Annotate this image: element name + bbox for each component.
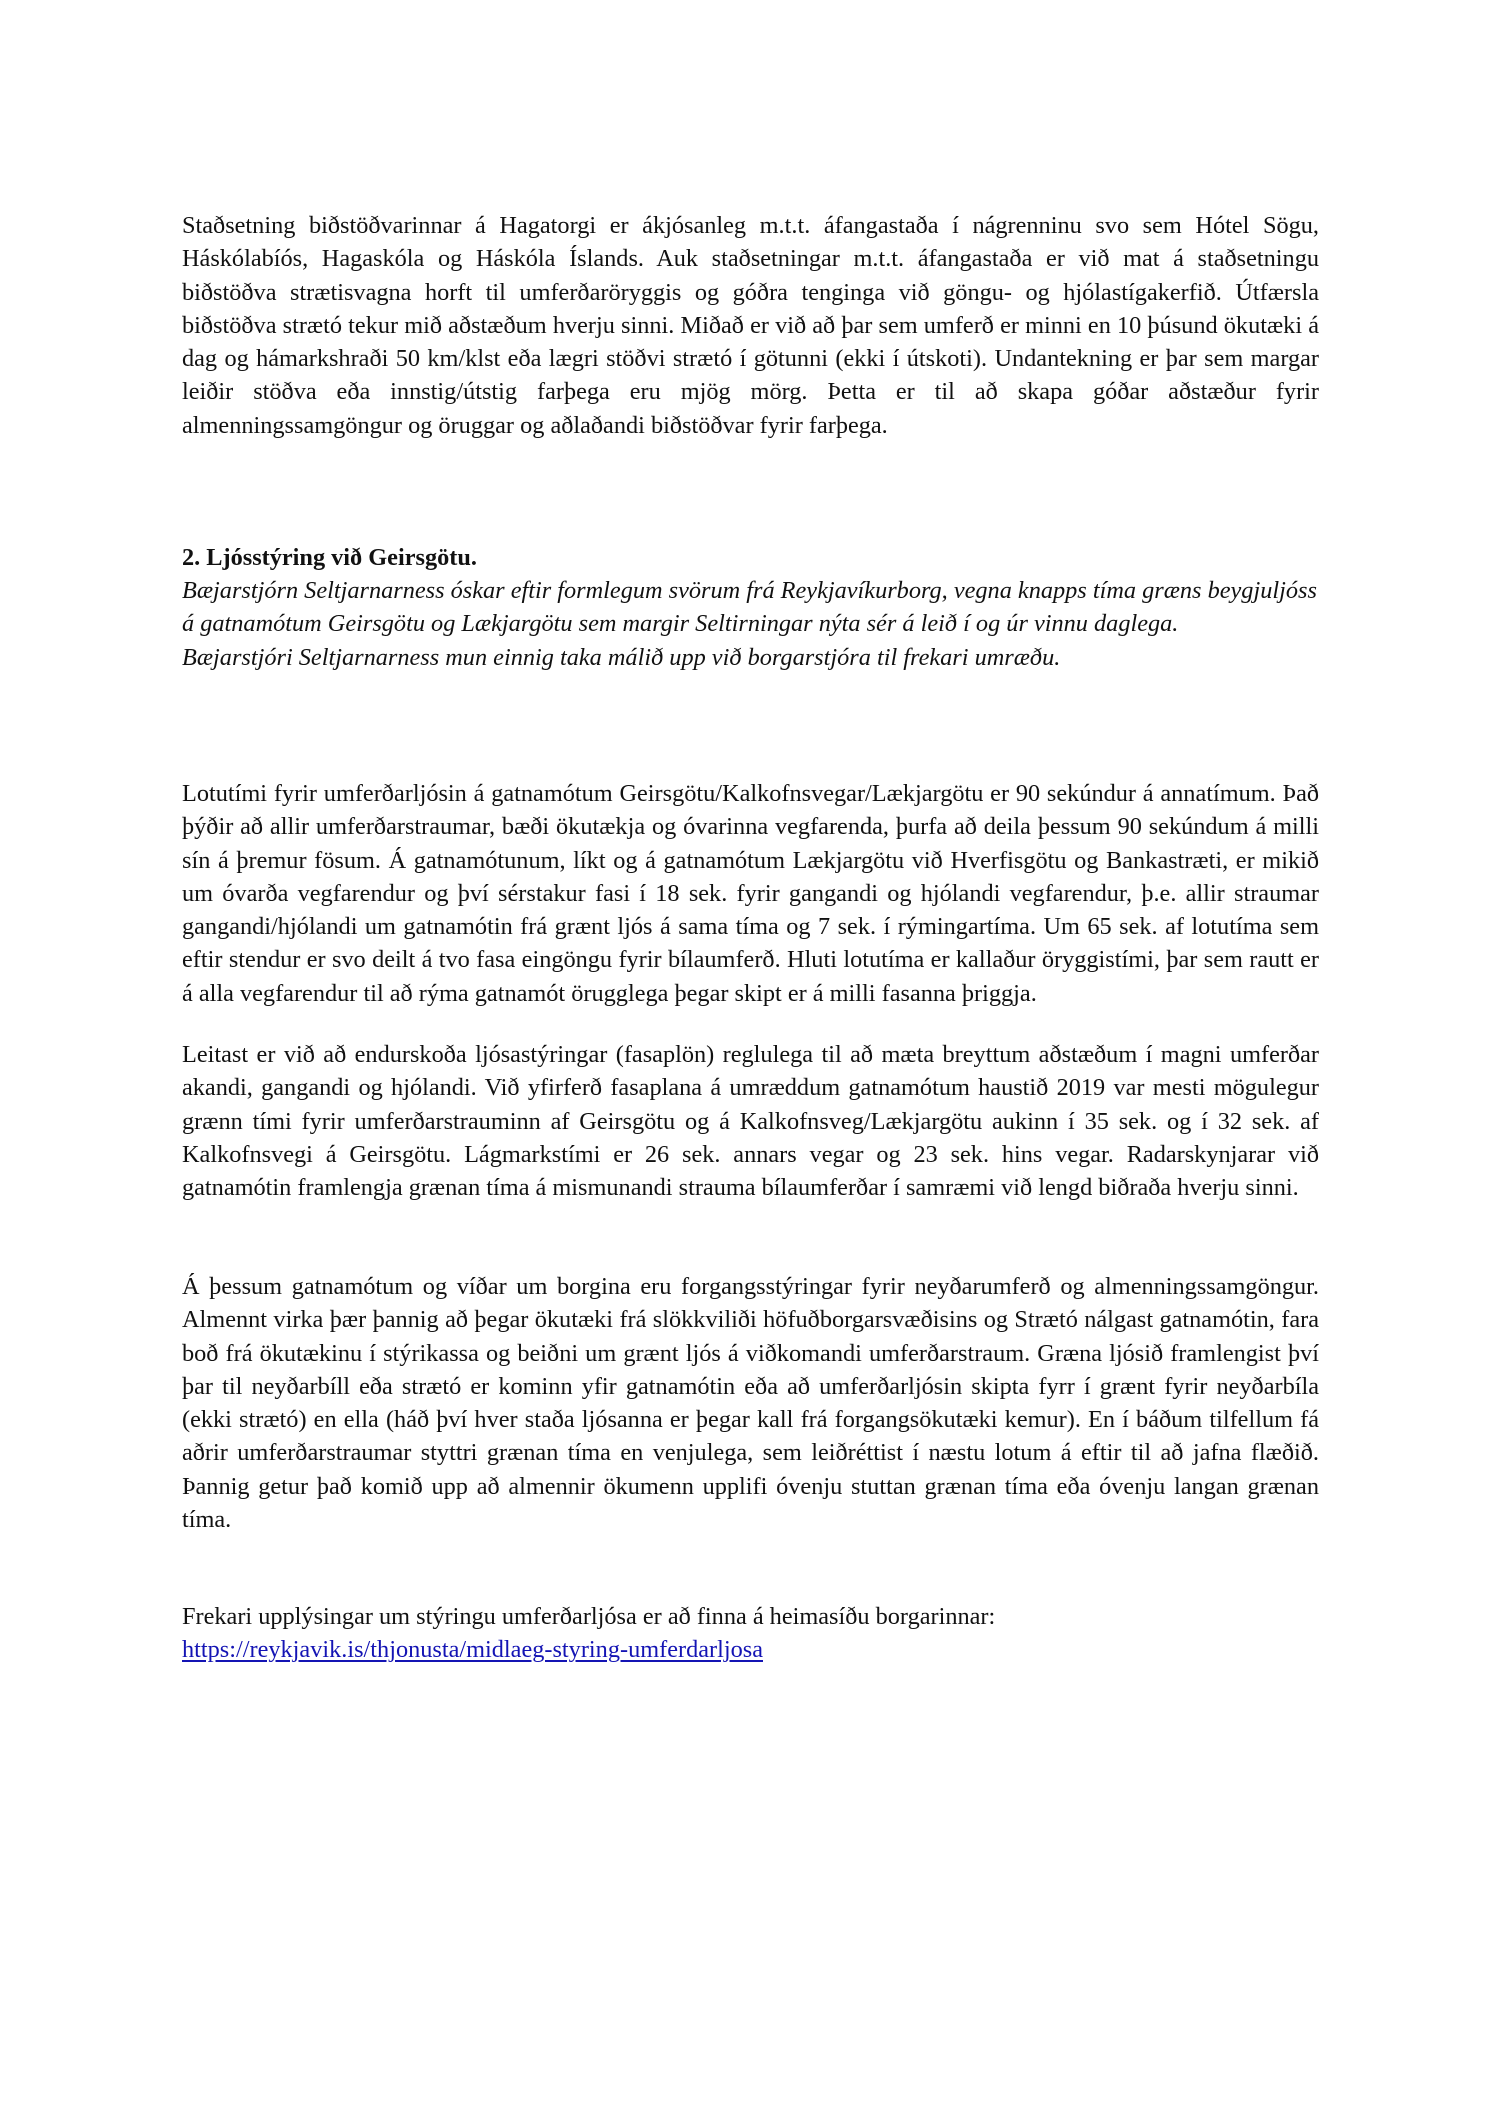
section-heading: 2. Ljósstýring við Geirsgötu. [182,544,477,571]
request-text [182,574,1319,674]
request-line: Bæjarstjóri Seltjarnarness mun einnig taka málið upp við borgarstjóra til frekari umræðu. [182,643,1061,671]
request-line: Bæjarstjórn Seltjarnarness óskar eftir formlegum svörum frá Reykjavíkurborg, vegna knapps tíma græns beygjuljóss á gatnamótum Geirsgötu og Lækjargötu sem margir Seltirningar nýta sér á leið í og úr vinnu daglega. [182,577,1317,638]
body-paragraph-priority-control: Á þessum gatnamótum og víðar um borgina eru forgangsstýringar fyrir neyðarumferð og almenningssamgöngur. Almennt virka þær þannig að þegar ökutæki frá slökkviliði höfuðborgarsvæðisins og Strætó nálgast gatnamótin, fara boð frá ökutækinu í stýrikassa og beiðni um grænt ljós á viðkomandi umferðarstraum. Græna ljósið framlengist því þar til neyðarbíll eða strætó er kominn yfir gatnamótin eða að umferðarljósin skipta fyrr í grænt fyrir neyðarbíla (ekki strætó) en ella (háð því hver staða ljósanna er þegar kall frá forgangsökutæki kemur). En í báðum tilfellum fá aðrir umferðarstraumar styttri grænan tíma en venjulega, sem leiðréttist í næstu lotum á eftir til að jafna flæðið. Þannig getur það komið upp að almennir ökumenn upplifi óvenju stuttan grænan tíma eða óvenju langan grænan tíma. [182,1273,1319,1534]
body-paragraph-phase-plans: Leitast er við að endurskoða ljósastýringar (fasaplön) reglulega til að mæta breyttum aðstæðum í magni umferðar akandi, gangandi og hjólandi. Við yfirferð fasaplana á umræddum gatnamótum haustið 2019 var mesti mögulegur grænn tími fyrir umferðarstrauminn af Geirsgötu og á Kalkofnsveg/Lækjargötu aukinn í 35 sek. og í 32 sek. af Kalkofnsvegi á Geirsgötu. Lágmarkstími er 26 sek. annars vegar og 23 sek. hins vegar. Radarskynjarar við gatnamótin framlengja grænan tíma á mismunandi strauma bílaumferðar í samræmi við lengd biðraða hverju sinni. [182,1041,1319,1202]
more-info-text: Frekari upplýsingar um stýringu umferðarljósa er að finna á heimasíðu borgarinnar: [182,1603,996,1630]
intro-paragraph: Staðsetning biðstöðvarinnar á Hagatorgi er ákjósanleg m.t.t. áfangastaða í nágrenninu svo sem Hótel Sögu, Háskólabíós, Hagaskóla og Háskóla Íslands. Auk staðsetningar m.t.t. áfangastaða er við mat á staðsetningu biðstöðva strætisvagna horft til umferðaröryggis og góðra tenginga við göngu- og hjólastígakerfið. Útfærsla biðstöðva strætó tekur mið aðstæðum hverju sinni. Miðað er við að þar sem umferð er minni en 10 þúsund ökutæki á dag og hámarkshraði 50 km/klst eða lægri stöðvi strætó í götunni (ekki í útskoti). Undantekning er þar sem margar leiðir stöðva eða innstig/útstig farþega eru mjög mörg. Þetta er til að skapa góðar aðstæður fyrir almenningssamgöngur og öruggar og aðlaðandi biðstöðvar fyrir farþega. [182,212,1319,439]
body-paragraph-cycle-time: Lotutími fyrir umferðarljósin á gatnamótum Geirsgötu/Kalkofnsvegar/Lækjargötu er 90 sekúndur á annatímum. Það þýðir að allir umferðarstraumar, bæði ökutækja og óvarinna vegfarenda, þurfa að deila þessum 90 sekúndum á milli sín á þremur fösum. Á gatnamótunum, líkt og á gatnamótum Lækjargötu við Hverfisgötu og Bankastræti, er mikið um óvarða vegfarendur og því sérstakur fasi í 18 sek. fyrir gangandi og hjólandi vegfarendur, þ.e. allir straumar gangandi/hjólandi um gatnamótin frá grænt ljós á sama tíma og 7 sek. í rýmingartíma. Um 65 sek. af lotutíma sem eftir stendur er svo deilt á tvo fasa eingöngu fyrir bílaumferð. Hluti lotutíma er kallaður öryggistími, þar sem rautt er á alla vegfarendur til að rýma gatnamót örugglega þegar skipt er á milli fasanna þriggja. [182,780,1319,1007]
more-info-link[interactable]: https://reykjavik.is/thjonusta/midlaeg-styring-umferdarljosa [182,1636,763,1664]
more-info [182,1600,1319,1667]
